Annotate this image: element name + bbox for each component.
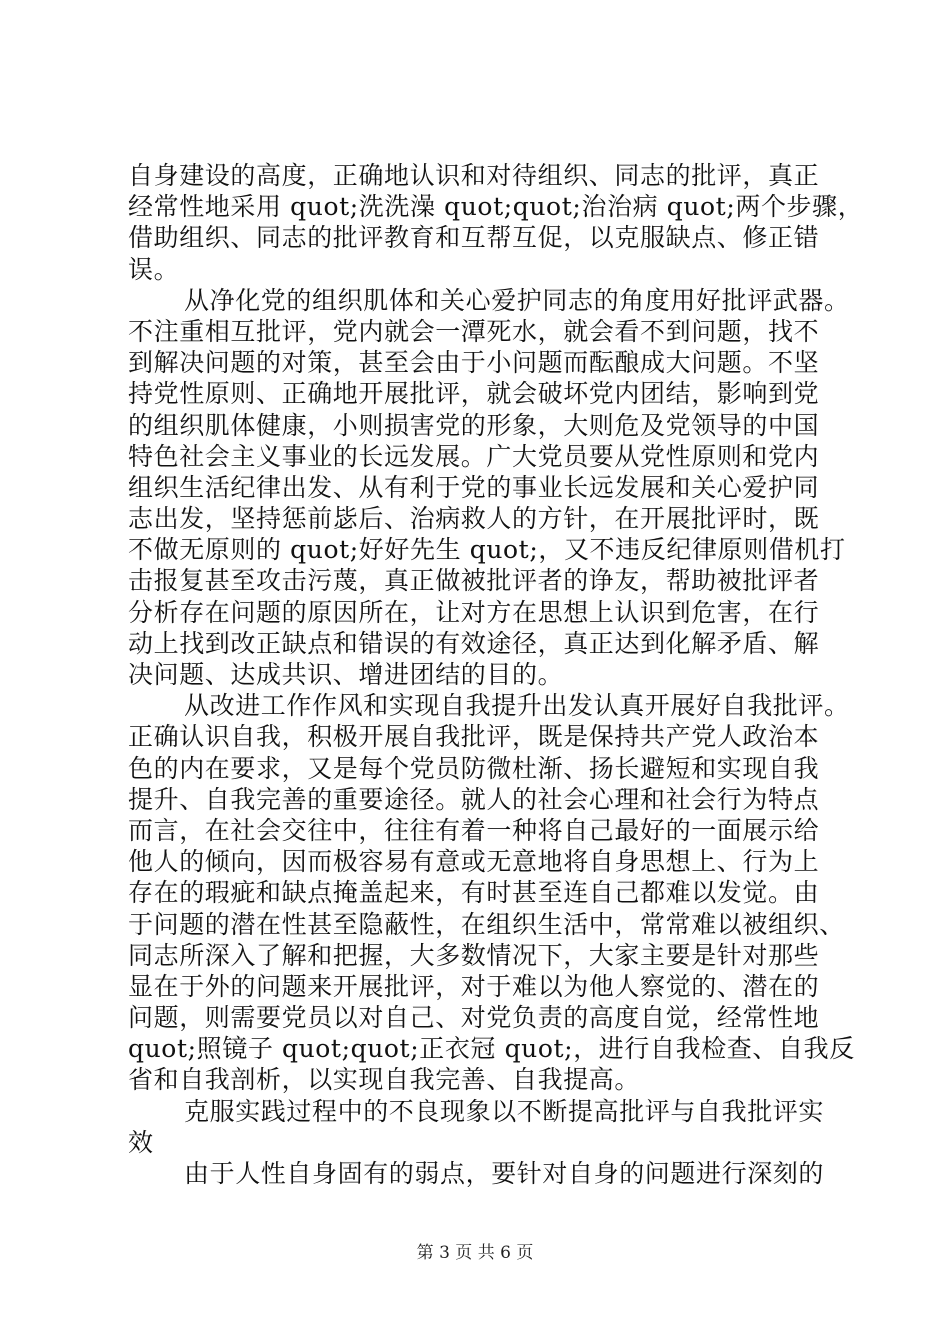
- page-footer: 第 3 页 共 6 页: [416, 1243, 534, 1263]
- text-line: 击报复甚至攻击污蔑，真正做被批评者的诤友，帮助被批评者: [128, 566, 820, 596]
- text-line: 而言，在社会交往中，往往有着一种将自己最好的一面展示给: [128, 815, 820, 845]
- text-line: 借助组织、同志的批评教育和互帮互促，以克服缺点、修正错: [128, 223, 820, 253]
- text-line: 从改进工作作风和实现自我提升出发认真开展好自我批评。: [184, 691, 850, 721]
- text-line: 自身建设的高度，正确地认识和对待组织、同志的批评，真正: [128, 161, 820, 190]
- text-line: 到解决问题的对策，甚至会由于小问题而酝酿成大问题。不坚: [128, 348, 820, 378]
- text-line: quot;照镜子 quot;quot;正衣冠 quot;，进行自我检查、自我反: [128, 1034, 855, 1064]
- text-line: 持党性原则、正确地开展批评，就会破坏党内团结，影响到党: [128, 379, 820, 409]
- text-line: 于问题的潜在性甚至隐蔽性，在组织生活中，常常难以被组织、: [128, 909, 845, 939]
- text-line: 分析存在问题的原因所在，让对方在思想上认识到危害，在行: [128, 597, 820, 627]
- text-line: 决问题、达成共识、增进团结的目的。: [128, 660, 564, 689]
- text-line: 正确认识自我，积极开展自我批评，既是保持共产党人政治本: [128, 722, 820, 752]
- text-line: 志出发，坚持惩前毖后、治病救人的方针，在开展批评时，既: [128, 504, 820, 534]
- document-body: [128, 160, 864, 1189]
- text-line: 特色社会主义事业的长远发展。广大党员要从党性原则和党内: [128, 441, 820, 471]
- text-line: 动上找到改正缺点和错误的有效途径，真正达到化解矛盾、解: [128, 628, 820, 658]
- text-line: 色的内在要求，又是每个党员防微杜渐、扬长避短和实现自我: [128, 753, 820, 783]
- text-line: 不做无原则的 quot;好好先生 quot;，又不违反纪律原则借机打: [128, 535, 846, 565]
- text-line: 由于人性自身固有的弱点，要针对自身的问题进行深刻的: [184, 1159, 825, 1188]
- text-line: 效: [128, 1127, 154, 1157]
- text-line: 组织生活纪律出发、从有利于党的事业长远发展和关心爱护同: [128, 472, 820, 502]
- text-line: 经常性地采用 quot;洗洗澡 quot;quot;治治病 quot;两个步骤，: [128, 192, 864, 222]
- text-line: 省和自我剖析，以实现自我完善、自我提高。: [128, 1065, 641, 1095]
- text-line: 问题，则需要党员以对自己、对党负责的高度自觉，经常性地: [128, 1003, 820, 1033]
- text-line: 从净化党的组织肌体和关心爱护同志的角度用好批评武器。: [184, 285, 850, 315]
- text-line: 误。: [128, 254, 180, 284]
- text-line: 不注重相互批评，党内就会一潭死水，就会看不到问题，找不: [128, 316, 820, 346]
- text-line: 克服实践过程中的不良现象以不断提高批评与自我批评实: [184, 1096, 825, 1126]
- text-line: 存在的瑕疵和缺点掩盖起来，有时甚至连自己都难以发觉。由: [128, 878, 820, 908]
- text-line: 的组织肌体健康，小则损害党的形象，大则危及党领导的中国: [128, 410, 820, 440]
- text-line: 提升、自我完善的重要途径。就人的社会心理和社会行为特点: [128, 784, 820, 814]
- text-line: 同志所深入了解和把握，大多数情况下，大家主要是针对那些: [128, 940, 820, 970]
- text-line: 显在于外的问题来开展批评，对于难以为他人察觉的、潜在的: [128, 971, 820, 1001]
- text-line: 他人的倾向，因而极容易有意或无意地将自身思想上、行为上: [128, 847, 820, 877]
